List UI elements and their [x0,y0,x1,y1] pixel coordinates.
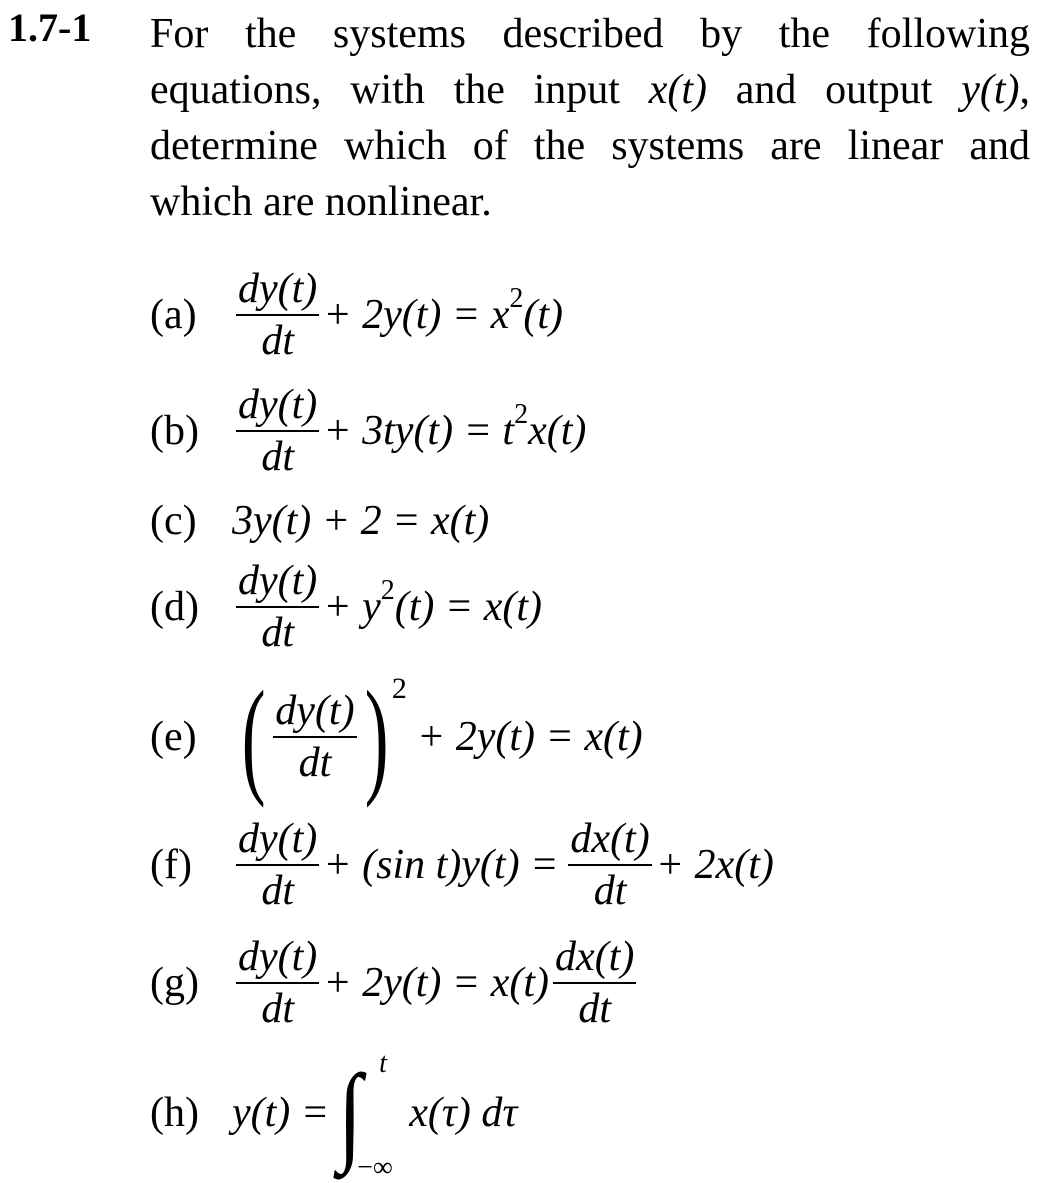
problem-statement [150,6,1030,230]
numerator: dy(t) [238,266,318,312]
problem-number: 1.7-1 [8,5,92,50]
numerator: dy(t) [238,558,318,604]
derivative-fraction [553,936,636,1030]
numerator: dx(t) [570,816,650,862]
equation-h [150,1048,518,1183]
denominator: dt [236,606,319,654]
denominator: dt [236,314,319,362]
integral-upper-limit: t [379,1048,387,1079]
statement-text-1: For the systems described by the following equations, with the input [150,11,1030,113]
equation-g [150,936,640,1030]
equation-label: (d) [150,584,199,630]
equation-rhs: + y [323,584,381,630]
exponent: 2 [509,283,524,314]
denominator: dt [273,736,356,784]
statement-text-3: , determine which of the systems are linear and which are nonlinear. [150,67,1030,225]
equation-rhs: + 2y(t) = x [323,292,510,338]
derivative-fraction [273,690,356,784]
derivative-fraction [236,818,319,912]
equation-rhs-end: x(t) [528,408,587,454]
equation-label: (a) [150,292,197,338]
derivative-fraction [568,818,651,912]
equation-c [150,500,489,542]
denominator: dt [236,430,319,478]
equation-f [150,818,774,912]
integrand: x(τ) dτ [409,1090,518,1136]
denominator: dt [236,982,319,1030]
exponent: 2 [391,672,407,705]
equation-middle: + 2y(t) = x(t) [323,960,550,1006]
equation-label: (h) [150,1090,199,1136]
equation-e [150,665,643,809]
equation-label: (c) [150,498,197,544]
equation-body: 3y(t) + 2 = x(t) [232,498,490,544]
derivative-fraction [236,560,319,654]
output-signal: y(t) [961,67,1020,113]
statement-text-2: and output [707,67,962,113]
equation-lhs: y(t) = [232,1090,330,1136]
equation-rhs: + 3ty(t) = t [323,408,515,454]
input-signal: x(t) [648,67,708,113]
numerator: dy(t) [275,688,355,734]
equation-middle: + (sin t)y(t) = [323,842,559,888]
integral [335,1048,393,1183]
numerator: dy(t) [238,816,318,862]
equation-d [150,560,542,654]
denominator: dt [568,864,651,912]
derivative-fraction [236,936,319,1030]
equation-rhs-end: (t) [523,292,564,338]
exponent: 2 [380,575,395,606]
denominator: dt [236,864,319,912]
derivative-fraction [236,268,319,362]
equation-label: (g) [150,960,199,1006]
integral-lower-limit: −∞ [357,1152,393,1183]
equation-label: (b) [150,408,199,454]
equation-rhs-end: (t) = x(t) [394,584,543,630]
equation-b [150,384,586,478]
numerator: dy(t) [238,382,318,428]
numerator: dy(t) [238,934,318,980]
equation-a [150,268,563,362]
derivative-fraction [236,384,319,478]
equation-rhs-end: + 2x(t) [655,842,774,888]
left-paren: ( [241,665,266,809]
equation-label: (f) [150,842,192,888]
right-paren: ) [364,665,389,809]
exponent: 2 [514,399,529,430]
integral-sign: ∫ [338,1052,363,1174]
numerator: dx(t) [555,934,635,980]
equation-rhs: + 2y(t) = x(t) [416,714,643,760]
equation-label: (e) [150,714,197,760]
denominator: dt [553,982,636,1030]
